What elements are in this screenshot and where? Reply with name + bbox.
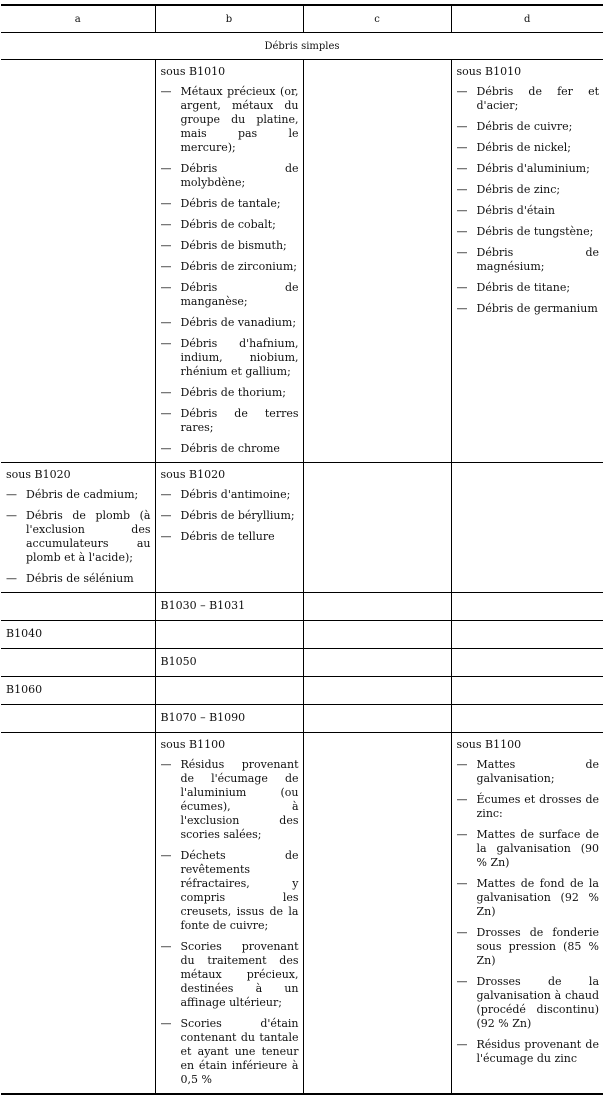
list-item: — Débris de titane; — [457, 281, 600, 295]
cell-b1010-b — [155, 60, 303, 463]
code-cell-a: B1060 — [1, 677, 155, 705]
list-item: — Débris de béryllium; — [161, 509, 299, 523]
code-cell-c — [303, 621, 451, 649]
list-item: — Métaux précieux (or, argent, métaux du groupe du platine, mais pas le mercure); — [161, 85, 299, 155]
cell-b1020-b — [155, 463, 303, 593]
table-row-code — [1, 677, 603, 705]
code-cell-d — [451, 621, 603, 649]
header-row — [1, 5, 603, 33]
column-header-a: a — [1, 5, 155, 33]
table-row-b1100 — [1, 733, 603, 1095]
item-list — [161, 85, 299, 456]
list-item: — Débris de tungstène; — [457, 225, 600, 239]
code-cell-c — [303, 705, 451, 733]
cell-heading: sous B1020 — [6, 468, 71, 481]
cell-b1100-c — [303, 733, 451, 1095]
cell-heading: sous B1010 — [456, 65, 522, 78]
list-item: — Débris de molybdène; — [161, 162, 299, 190]
cell-b1010-a — [1, 60, 155, 463]
code-cell-b — [155, 621, 303, 649]
list-item: — Débris de sélénium — [6, 572, 151, 586]
list-item: — Débris de tantale; — [161, 197, 299, 211]
list-item: — Résidus provenant de l'écumage de l'aluminium (ou écumes), à l'exclusion des scories salées; — [161, 758, 299, 842]
list-item: — Écumes et drosses de zinc: — [457, 793, 600, 821]
column-header-b: b — [155, 5, 303, 33]
code-cell-b: B1030 – B1031 — [155, 593, 303, 621]
cell-b1100-d — [451, 733, 603, 1095]
waste-classification-table — [1, 4, 603, 1095]
list-item: — Débris de magnésium; — [457, 246, 600, 274]
code-cell-a — [1, 705, 155, 733]
table-row-b1020 — [1, 463, 603, 593]
code-cell-d — [451, 649, 603, 677]
list-item: — Scories provenant du traitement des métaux précieux, destinées à un affinage ultérieur; — [161, 940, 299, 1010]
list-item: — Débris de cobalt; — [161, 218, 299, 232]
item-list — [161, 758, 299, 1087]
list-item: — Débris de terres rares; — [161, 407, 299, 435]
code-cell-d — [451, 677, 603, 705]
cell-heading: sous B1100 — [160, 738, 226, 751]
code-cell-b — [155, 677, 303, 705]
code-cell-d — [451, 593, 603, 621]
cell-b1010-c — [303, 60, 451, 463]
code-cell-d — [451, 705, 603, 733]
item-list — [161, 488, 299, 544]
cell-b1100-a — [1, 733, 155, 1095]
list-item: — Drosses de la galvanisation à chaud (procédé discontinu) (92 % Zn) — [457, 975, 600, 1031]
code-cell-a: B1040 — [1, 621, 155, 649]
table-row-code — [1, 593, 603, 621]
code-cell-b: B1050 — [155, 649, 303, 677]
list-item: — Débris d'antimoine; — [161, 488, 299, 502]
list-item: — Débris de germanium — [457, 302, 600, 316]
list-item: — Mattes de galvanisation; — [457, 758, 600, 786]
code-cell-c — [303, 649, 451, 677]
cell-heading: sous B1020 — [160, 468, 226, 481]
list-item: — Débris de fer et d'acier; — [457, 85, 600, 113]
list-item: — Débris de plomb (à l'exclusion des accumulateurs au plomb et à l'acide); — [6, 509, 151, 565]
table-row-code — [1, 649, 603, 677]
item-list — [6, 488, 151, 586]
list-item: — Débris d'aluminium; — [457, 162, 600, 176]
table-row-code — [1, 621, 603, 649]
code-cell-c — [303, 677, 451, 705]
code-cell-c — [303, 593, 451, 621]
list-item: — Débris de nickel; — [457, 141, 600, 155]
cell-b1010-d — [451, 60, 603, 463]
list-item: — Débris de cadmium; — [6, 488, 151, 502]
table-row-b1010 — [1, 60, 603, 463]
cell-heading: sous B1010 — [160, 65, 226, 78]
list-item: — Débris de bismuth; — [161, 239, 299, 253]
item-list — [457, 758, 600, 1066]
table-row-code — [1, 705, 603, 733]
section-title: Débris simples — [1, 33, 603, 60]
column-header-c: c — [303, 5, 451, 33]
column-header-d: d — [451, 5, 603, 33]
list-item: — Débris de zirconium; — [161, 260, 299, 274]
list-item: — Débris d'hafnium, indium, niobium, rhénium et gallium; — [161, 337, 299, 379]
code-cell-a — [1, 649, 155, 677]
list-item: — Débris de tellure — [161, 530, 299, 544]
cell-b1020-a — [1, 463, 155, 593]
list-item: — Débris de thorium; — [161, 386, 299, 400]
list-item: — Débris de zinc; — [457, 183, 600, 197]
cell-heading: sous B1100 — [456, 738, 522, 751]
list-item: — Mattes de fond de la galvanisation (92 % Zn) — [457, 877, 600, 919]
list-item: — Débris de cuivre; — [457, 120, 600, 134]
cell-b1100-b — [155, 733, 303, 1095]
list-item: — Déchets de revêtements réfractaires, y compris les creusets, issus de la fonte de cuivre; — [161, 849, 299, 933]
list-item: — Mattes de surface de la galvanisation (90 % Zn) — [457, 828, 600, 870]
list-item: — Débris de manganèse; — [161, 281, 299, 309]
code-cell-b: B1070 – B1090 — [155, 705, 303, 733]
list-item: — Débris de vanadium; — [161, 316, 299, 330]
list-item: — Débris de chrome — [161, 442, 299, 456]
list-item: — Résidus provenant de l'écumage du zinc — [457, 1038, 600, 1066]
code-cell-a — [1, 593, 155, 621]
cell-b1020-d — [451, 463, 603, 593]
section-row — [1, 33, 603, 60]
item-list — [457, 85, 600, 316]
cell-b1020-c — [303, 463, 451, 593]
list-item: — Débris d'étain — [457, 204, 600, 218]
list-item: — Scories d'étain contenant du tantale et ayant une teneur en étain inférieure à 0,5 % — [161, 1017, 299, 1087]
list-item: — Drosses de fonderie sous pression (85 % Zn) — [457, 926, 600, 968]
